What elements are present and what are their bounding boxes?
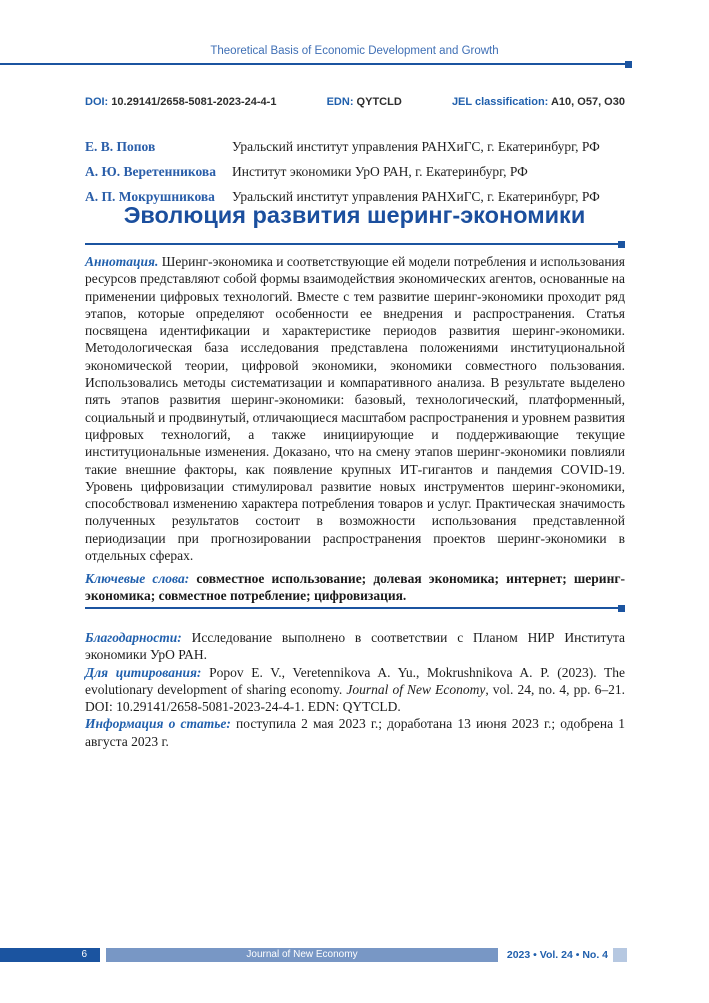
footer-end-square xyxy=(613,948,627,962)
abstract xyxy=(85,253,625,564)
jel-meta xyxy=(452,96,625,108)
author-row xyxy=(85,134,645,159)
page-number: 6 xyxy=(81,949,87,960)
citation xyxy=(85,664,625,716)
citation-text-before: Popov E. V., Veretennikova A. Yu., Mokrushnikova A. P. (2023). The evolutionary development of sharing economy. xyxy=(85,664,626,697)
article-info xyxy=(85,715,625,750)
authors-block xyxy=(85,134,645,209)
citation-journal-name: Journal of New Economy xyxy=(346,681,486,697)
running-head: Theoretical Basis of Economic Development and Growth xyxy=(210,45,499,57)
jel-value: A10, O57, O30 xyxy=(550,96,625,108)
issue-info: 2023 • Vol. 24 • No. 4 xyxy=(506,949,608,961)
doi-value: 10.29141/2658-5081-2023-24-4-1 xyxy=(111,96,277,108)
title-rule xyxy=(85,243,618,245)
acknowledgments xyxy=(85,629,625,664)
rule-end-square xyxy=(618,241,625,248)
keywords-label: Ключевые слова: xyxy=(85,571,190,586)
author-name: Е. В. Попов xyxy=(85,139,156,154)
author-row xyxy=(85,159,645,184)
author-affiliation: Уральский институт управления РАНХиГС, г. Екатеринбург, РФ xyxy=(232,189,600,204)
edn-value: QYTCLD xyxy=(356,96,402,108)
abstract-text: Шеринг-экономика и соответствующие ей модели потребления и использования ресурсов представляют собой формы взаимодействия экономических агентов, основанные на применении цифровых технологий. Вместе с тем развитие шеринг-экономики проходит ряд этапов, которые определяют особенности ее внедрения и распространения. Статья посвящена идентификации и характеристике периодов развития шеринг-экономики. Методологическая база исследования представлена положениями институциональной экономической теории, цифровой экономики, экономики совместного пользования. Использовались методы систематизации и компаративного анализа. В результате выделено пять этапов развития шеринг-экономики: базовый, технологический, платформенный, социальный и продвинутый, отличающиеся масштабом распространения и уровнем развития цифровых технологий, а также инициирующие и поддерживающие текущие институциональные изменения. Доказано, что на смену этапов шеринг-экономики повлияли такие внешние факторы, как появление крупных ИТ-гигантов и пандемия COVID-19. Уровень цифровизации стимулировал развитие новых инструментов шеринг-экономики, способствовал изменению характера потребления товаров и услуг. Практическая значимость полученных результатов состоит в возможности использования представленной периодизации при прогнозировании распространения проектов шеринг-экономики в отдельных сферах. xyxy=(85,254,625,564)
keywords-text: совместное использование; долевая экономика; интернет; шеринг-экономика; совместное потребление; цифровизация. xyxy=(85,571,625,604)
jel-label: JEL classification: xyxy=(451,96,549,108)
doi-meta xyxy=(85,96,276,108)
author-name: А. П. Мокрушникова xyxy=(85,189,215,204)
article-info-label: Информация о статье: xyxy=(85,716,231,732)
edn-meta xyxy=(327,96,402,108)
journal-name: Journal of New Economy xyxy=(246,949,358,960)
doi-label: DOI: xyxy=(85,96,109,108)
article-title: Эволюция развития шеринг-экономики xyxy=(123,202,586,228)
abstract-label: Аннотация. xyxy=(85,254,159,269)
rule-end-square xyxy=(625,61,632,68)
section-divider-rule xyxy=(85,607,618,609)
acknowledgments-label: Благодарности: xyxy=(85,630,182,645)
article-info-text: поступила 2 мая 2023 г.; доработана 13 июня 2023 г.; одобрена 1 августа 2023 г. xyxy=(85,716,625,749)
author-affiliation: Институт экономики УрО РАН, г. Екатеринбург, РФ xyxy=(232,164,528,179)
acknowledgments-text: Исследование выполнено в соответствии с Планом НИР Института экономики УрО РАН. xyxy=(85,630,626,663)
author-affiliation: Уральский институт управления РАНХиГС, г. Екатеринбург, РФ xyxy=(232,139,600,154)
header-rule xyxy=(0,63,625,65)
edn-label: EDN: xyxy=(326,96,354,108)
page-footer xyxy=(0,948,709,962)
keywords xyxy=(85,570,625,605)
author-name: А. Ю. Веретенникова xyxy=(85,164,216,179)
page-number-bar xyxy=(0,948,100,962)
journal-name-bar xyxy=(106,948,498,962)
rule-end-square xyxy=(618,605,625,612)
citation-label: Для цитирования: xyxy=(85,664,202,680)
back-matter xyxy=(85,629,625,750)
citation-text-after: , vol. 24, no. 4, pp. 6–21. DOI: 10.29141/2658-5081-2023-24-4-1. EDN: QYTCLD. xyxy=(85,681,625,715)
article-meta xyxy=(85,96,625,108)
